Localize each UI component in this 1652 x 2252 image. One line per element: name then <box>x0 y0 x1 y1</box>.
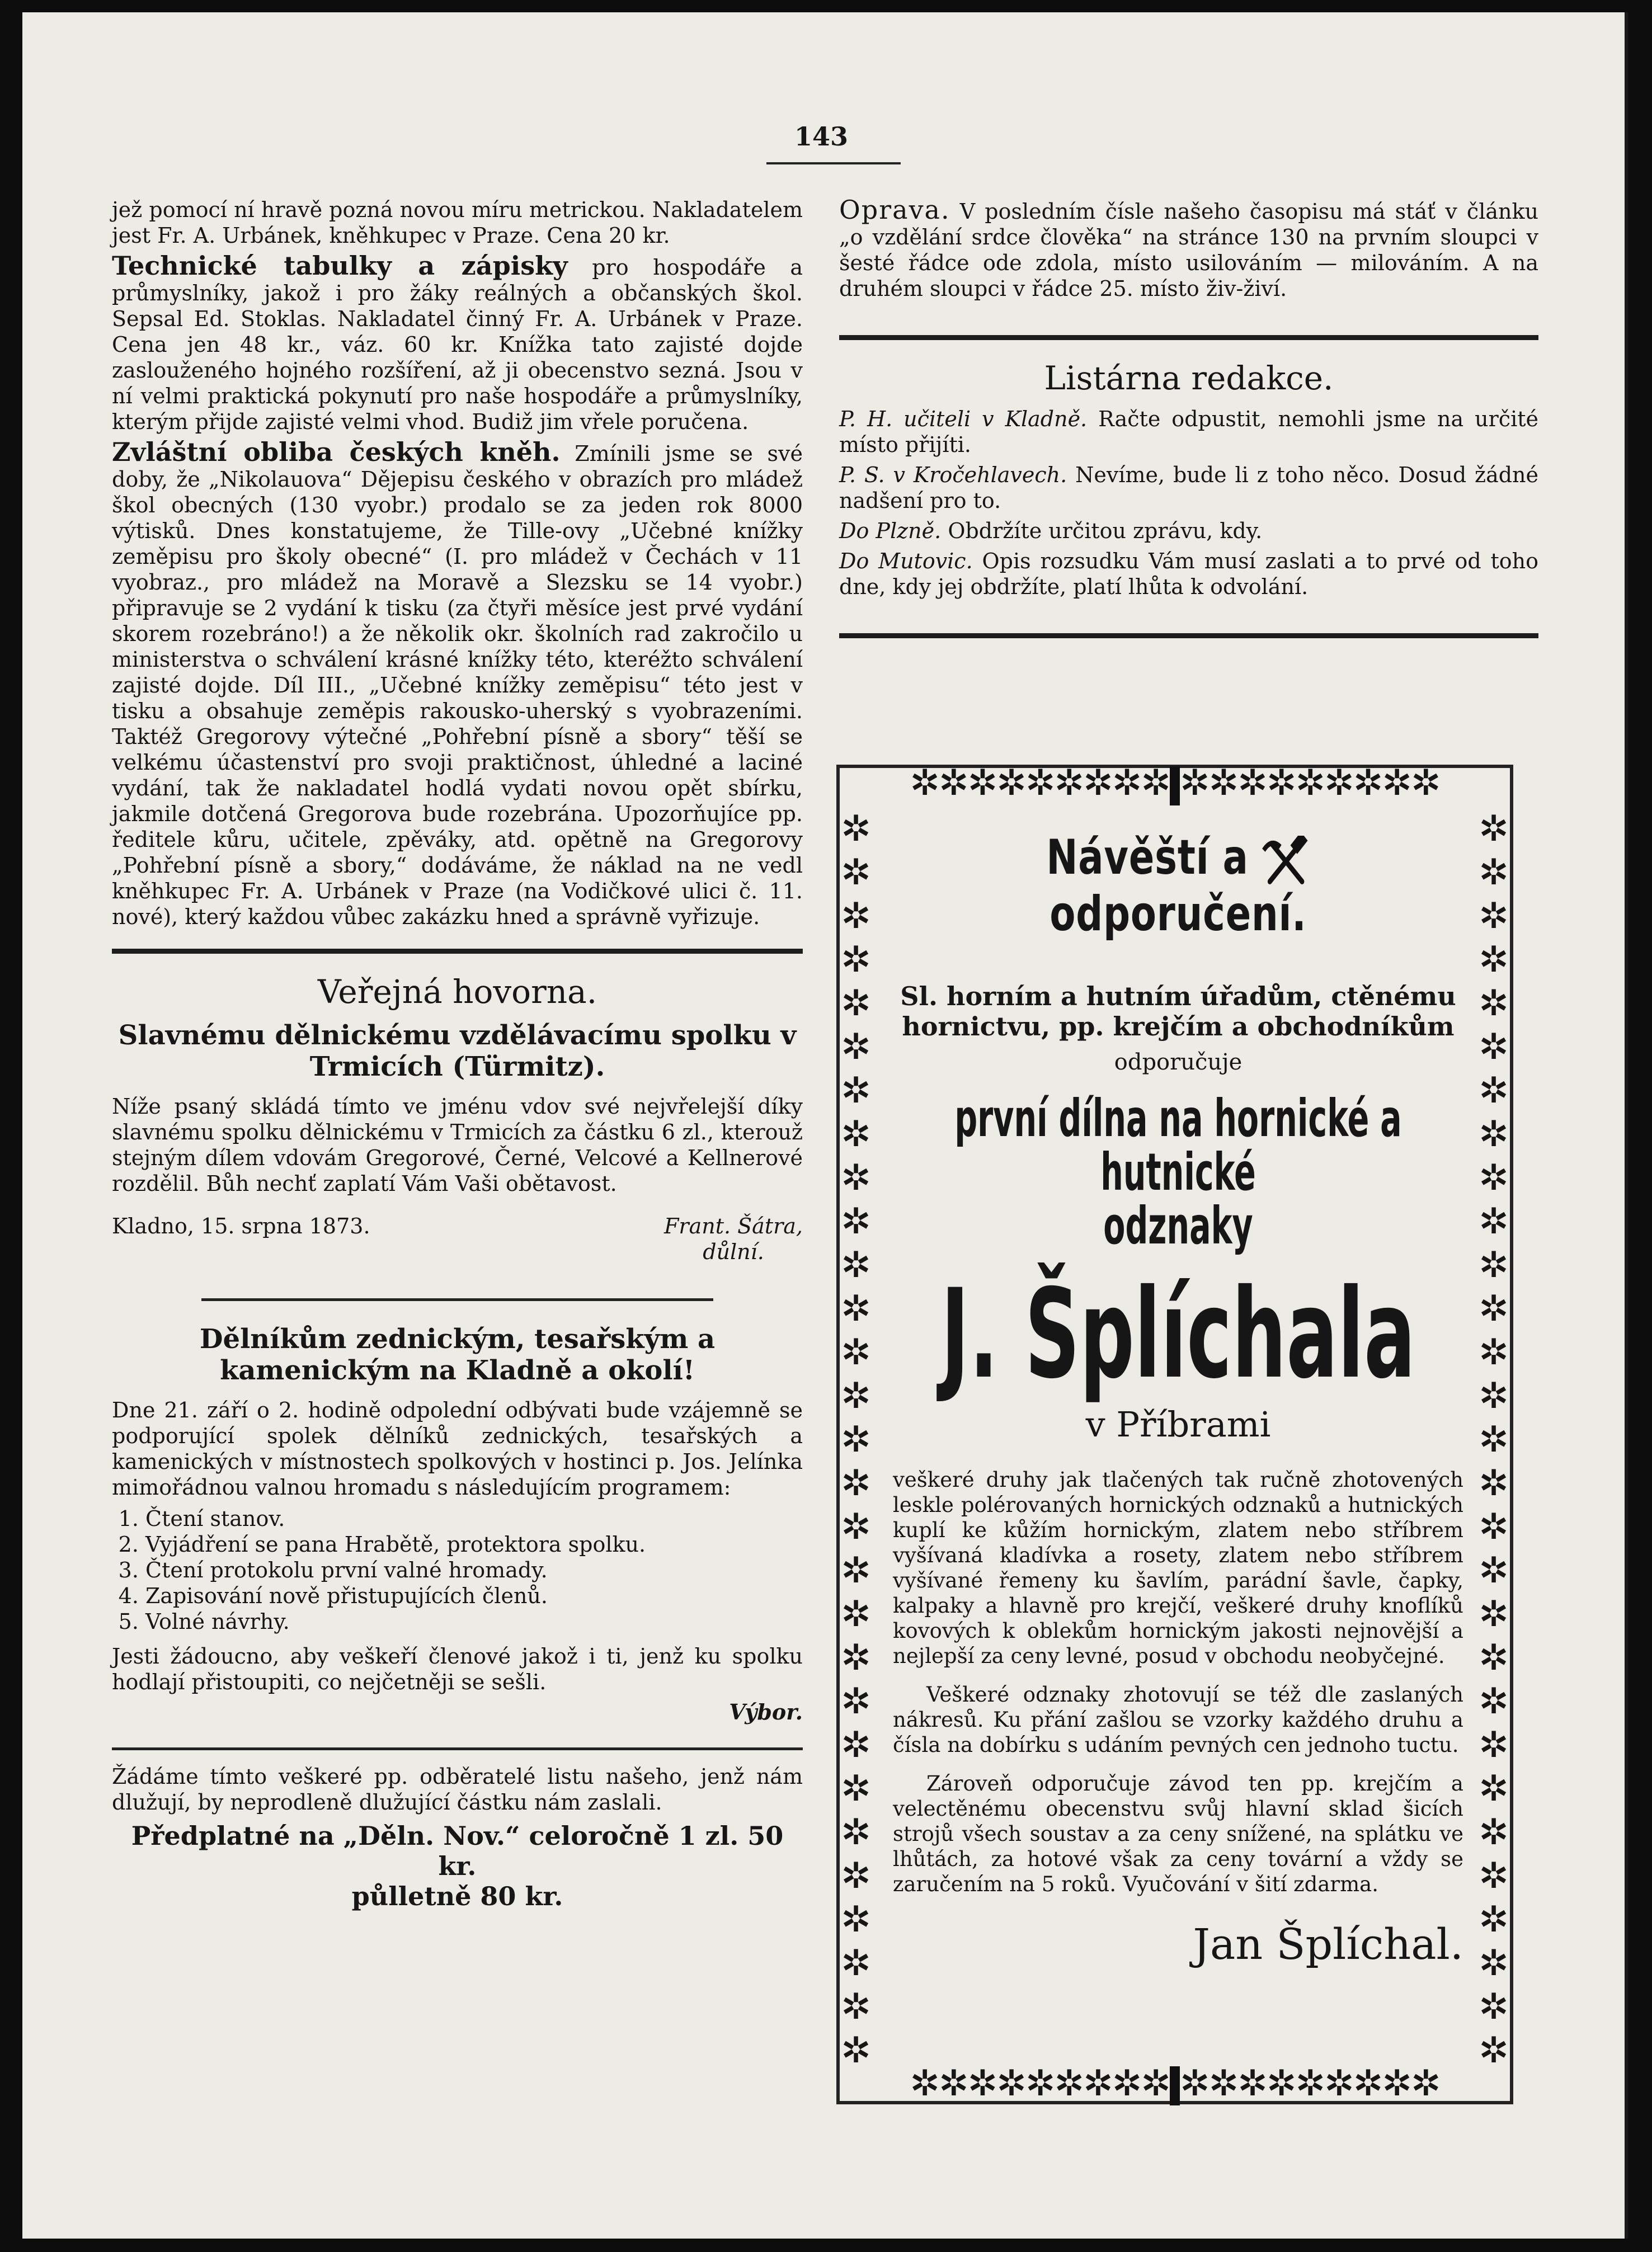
program-item: 1. Čtení stanov. <box>145 1506 803 1532</box>
section-divider-thin <box>112 1747 803 1750</box>
ad-recommends: odporučuje <box>1114 1049 1242 1075</box>
ornament-border-top: ✲✲✲✲✲✲✲✲✲ ✲✲✲✲✲✲✲✲✲ <box>840 764 1510 805</box>
letter-text: Nevíme, bude li z toho něco. Dosud žádné nadšení pro to. <box>839 463 1539 513</box>
oprava-head: Oprava. <box>839 195 950 225</box>
newspaper-page <box>22 12 1628 2239</box>
letter-text: Račte odpustit, nemohli jsme na určité místo přijíti. <box>839 407 1538 457</box>
subscription-price-year: Předplatné na „Děln. Nov.“ celoročně 1 zl. 50 kr. <box>131 1821 784 1881</box>
oprava <box>839 197 1538 301</box>
program-item: 4. Zapisování nově přistupujících členů. <box>145 1583 803 1609</box>
hovorna-signature-title: důlní. <box>703 1240 764 1264</box>
ad-headline: první dílna na hornické a hutnické <box>954 1088 1402 1202</box>
letter-item <box>839 406 1538 458</box>
letter-item <box>839 518 1538 544</box>
hammer-and-pick-icon <box>1262 836 1310 886</box>
program-item: 2. Vyjádření se pana Hrabětě, protektora spolku. <box>145 1532 803 1557</box>
article-technical-tables <box>112 253 803 435</box>
subscription-price-half: půlletně 80 kr. <box>351 1881 563 1911</box>
hovorna-place-date: Kladno, 15. srpna 1873. <box>112 1214 370 1238</box>
ad-company-name: J. Šplíchala <box>940 1262 1416 1406</box>
ornament-border-bottom: ✲✲✲✲✲✲✲✲✲ ✲✲✲✲✲✲✲✲✲ <box>840 2064 1510 2106</box>
hovorna-signature-name: Frant. Šátra, <box>664 1214 803 1238</box>
ad-title <box>956 830 1401 942</box>
page-edge-rule <box>1625 12 1628 2239</box>
advertisement-box <box>836 765 1513 2104</box>
letter-item <box>839 462 1538 513</box>
letter-text: Obdržíte určitou zprávu, kdy. <box>948 519 1263 543</box>
vybor-signature: Výbor. <box>729 1699 803 1725</box>
article-czech-books-head: Zvláštní obliba českých kněh. <box>112 437 561 467</box>
section-divider <box>112 949 803 954</box>
letter-item <box>839 548 1538 600</box>
ornament-border-right: ✲ ✲ ✲ ✲ ✲ ✲ ✲ ✲ ✲ ✲ ✲ ✲ ✲ ✲ ✲ ✲ ✲ ✲ ✲ ✲ ✲ ✲ ✲ ✲ ✲ ✲ ✲ ✲ ✲ <box>1479 808 1509 2071</box>
ad-title-part-1: Návěští a <box>1046 830 1249 885</box>
ad-body-2: Veškeré odznaky zhotovují se též dle zaslaných nákresů. Ku přání zašlou se vzorky každého druhu a čísla na dobírku s udáním pevných cen jednoho tuctu. <box>893 1682 1463 1757</box>
listarna-title: Listárna redakce. <box>1044 359 1334 397</box>
program-item: 3. Čtení protokolu první valné hromady. <box>145 1557 803 1583</box>
hovorna-signature <box>664 1213 803 1265</box>
section-divider <box>839 335 1538 340</box>
ornament-border-left: ✲ ✲ ✲ ✲ ✲ ✲ ✲ ✲ ✲ ✲ ✲ ✲ ✲ ✲ ✲ ✲ ✲ ✲ ✲ ✲ ✲ ✲ ✲ ✲ ✲ ✲ ✲ ✲ ✲ <box>841 808 871 2071</box>
ad-signature: Jan Šplíchal. <box>1193 1919 1463 1969</box>
left-column <box>112 197 803 1916</box>
article-czech-books <box>112 439 803 930</box>
article-technical-tables-body: pro hospodáře a průmyslníky, jakož i pro žáky reálných a občanských škol. Sepsal Ed. Stoklas. Nakladatel činný Fr. A. Urbánek v Praze. Cena jen 48 kr., váz. 60 kr. Knížka tato zajisté dojde zaslouženého hojného rozšíření, až ji obecenstvo sezná. Jsou v ní velmi praktická pokynutí pro naše hospodáře a průmyslníky, kterým přijde zajisté velmi vhod. Budiž jim vřele poručena. <box>112 255 803 434</box>
ad-addressees: Sl. horním a hutním úřadům, ctěnému hornictvu, pp. krejčím a obchodníkům <box>900 981 1456 1042</box>
ad-headline-2: odznaky <box>1103 1195 1253 1256</box>
ad-location: v Příbrami <box>1085 1403 1271 1445</box>
ad-body-1: veškeré druhy jak tlačených tak ručně zhotovených leskle polérovaných hornických odznaků a hutnických kuplí ke kůžím hornickým, zlatem nebo stříbrem vyšívaná kladívka a rosety, zlatem nebo stříbrem vyšívané řemeny ku šavlím, parádní šavle, čapky, kalpaky a hlavně pro krejčí, veškeré druhy knoflíků kovových k oblekům hornickým jakosti nejnovější a nejlepší za ceny levné, posud v obchodu neobyčejné. <box>893 1467 1463 1668</box>
hovorna-signature-row <box>112 1213 803 1265</box>
letter-recipient: P. H. učiteli v Kladně. <box>839 407 1088 431</box>
page-number: 143 <box>794 121 849 152</box>
article-czech-books-body: Zmínili jsme se své doby, že „Nikolauova“ Dějepisu českého v obrazích pro mládež škol obecných (130 vyobr.) prodalo se za jeden rok 8000 výtisků. Dnes konstatujeme, že Tille-ovy „Učebné knížky zeměpisu pro školy obecné“ (I. pro mládež v Čechách v 11 vyobraz., pro mládež na Moravě a Slezsku se 14 vyobr.) připravuje se 2 vydání k tisku (za čtyři měsíce jest prvé vydání skorem rozebráno!) a že několik okr. školních rad zakročilo u ministerstva o schválení krásné knížky této, kteréžto schválení zajisté dojde. Díl III., „Učebné knížky zeměpisu“ této jest v tisku a obsahuje zeměpis rakousko-uherský s vyobrazeními. Taktéž Gregorovy výtečné „Pohřební písně a sbory“ těší se velkému účastenství pro svoji praktičnost, úhledné a laciné vydání, tak že nakladatel hodlá vydati novou opět sbírku, jakmile dotčená Gregorova bude rozebrána. Upozorňujíce pp. ředitele kůru, učitele, zpěváky, atd. opětně na Gregorovy „Pohřební písně a sbory,“ dodáváme, že náklad na ne vedl kněhkupec Fr. A. Urbánek v Praze (na Vodičkové ulici č. 11. nové), který každou vůbec zakázku hned a správně vyřizuje. <box>112 441 803 929</box>
letter-recipient: Do Plzně. <box>839 519 942 543</box>
ad-title-part-2: odporučení. <box>1049 885 1307 942</box>
subscriber-notice: Žádáme tímto veškeré pp. odběratelé listu našeho, jenž nám dlužují, by neprodleně dlužující částku nám zaslali. <box>112 1764 803 1815</box>
hovorna-title: Veřejná hovorna. <box>317 973 597 1011</box>
ad-body-3: Zároveň odporučuje závod ten pp. krejčím a velectěnému obecenstvu svůj hlavní sklad šicích strojů všech soustav a za ceny snížené, na splátku ve lhůtách, za hotové však za ceny tovární a vždy se zaručením na 5 roků. Vyučování v šití zdarma. <box>893 1771 1463 1896</box>
program-list <box>145 1506 803 1634</box>
delnikum-closing: Jesti žádoucno, aby veškeří členové jakož i ti, jenž ku spolku hodlají přistoupiti, co nejčetněji se sešli. <box>112 1644 803 1694</box>
article-technical-tables-head: Technické tabulky a zápisky <box>112 251 568 281</box>
letter-text: Opis rozsudku Vám musí zaslati a to prvé od toho dne, kdy jej obdržíte, platí lhůta k odvolání. <box>839 549 1539 599</box>
letter-recipient: Do Mutovic. <box>839 549 973 573</box>
right-column <box>839 197 1538 654</box>
delnikum-title: Dělníkům zednickým, tesařským a kamenickým na Kladně a okolí! <box>199 1323 716 1386</box>
section-divider-thin <box>201 1298 713 1301</box>
letter-recipient: P. S. v Kročehlavech. <box>839 463 1067 487</box>
page-number-rule <box>766 162 901 164</box>
program-item: 5. Volné návrhy. <box>145 1609 803 1634</box>
section-divider <box>839 633 1538 638</box>
article-metric-book: jež pomocí ní hravě pozná novou míru metrickou. Nakladatelem jest Fr. A. Urbánek, kněhkupec v Praze. Cena 20 kr. <box>112 197 803 248</box>
oprava-body: V posledním čísle našeho časopisu má stáť v článku „o vzdělání srdce člověka“ na stránce 130 na prvním sloupci v šesté řádce ode zdola, místo usilováním — milováním. A na druhém sloupci v řádce 25. místo živ-živí. <box>839 199 1538 301</box>
delnikum-body: Dne 21. září o 2. hodině odpolední odbývati bude vzájemně se podporující spolek dělníků zednických, tesařských a kamenických v místnostech spolkových v hostinci p. Jos. Jelínka mimořádnou valnou hromadu s následujícím programem: <box>112 1398 803 1500</box>
hovorna-body: Níže psaný skládá tímto ve jménu vdov své nejvřelejší díky slavnému spolku dělnickému v Trmicích za částku 6 zl., kterouž stejným dílem vdovám Gregorové, Černé, Velcové a Kellnerové rozdělil. Bůh nechť zaplatí Vám Vaši obětavost. <box>112 1094 803 1196</box>
advertisement-content <box>893 813 1463 1969</box>
hovorna-subtitle: Slavnému dělnickému vzdělávacímu spolku v Trmicích (Türmitz). <box>118 1020 797 1082</box>
